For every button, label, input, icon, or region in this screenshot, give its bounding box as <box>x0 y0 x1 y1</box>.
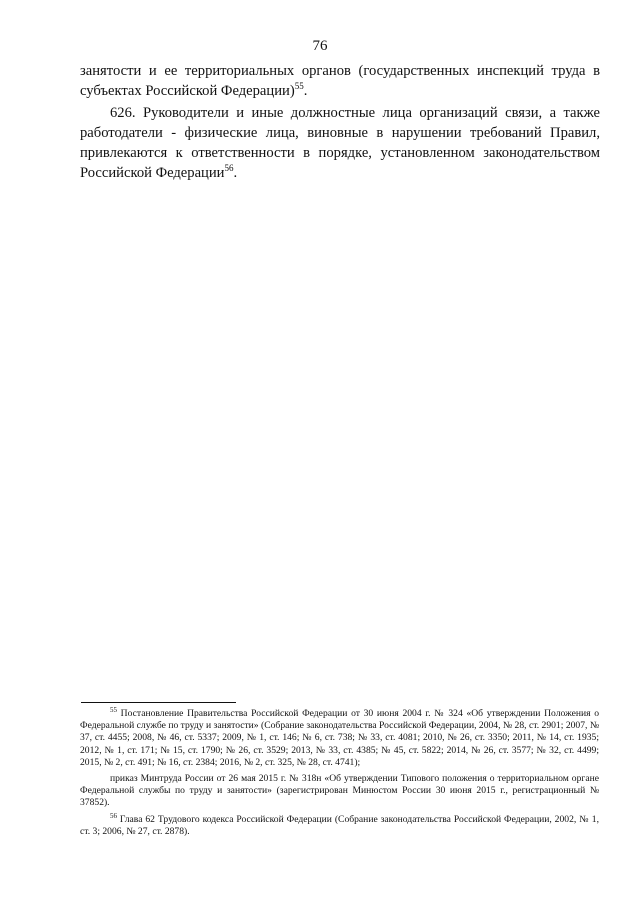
footnote-56 <box>80 811 599 838</box>
footnote-mark: 56 <box>110 811 117 820</box>
footnotes <box>80 708 599 842</box>
footnote-mark: 55 <box>110 706 117 714</box>
footnote-reference: 56 <box>224 163 234 173</box>
footnote-text: Постановление Правительства Российской Федерации от 30 июня 2004 г. № 324 «Об утверждении Положения о Федеральной службе по труду и занятости» (Собрание законодательства Российской Федерации, 2004, № 28, ст. 2901; 2007, № 37, ст. 4455; 2008, № 46, ст. 5337; 2009, № 1, ст. 146; № 6, ст. 738; № 33, ст. 4081; 2010, № 26, ст. 3350; 2011, № 14, ст. 1935; 2012, № 1, ст. 171; № 15, ст. 1790; № 26, ст. 3529; 2013, № 33, ст. 4385; № 45, ст. 5822; 2014, № 26, ст. 3577; № 32, ст. 4499; 2015, № 2, ст. 491; № 16, ст. 2384; 2016, № 2, ст. 325, № 28, ст. 4741); <box>80 708 599 768</box>
main-text <box>80 61 600 183</box>
footnote-text: приказ Минтруда России от 26 мая 2015 г. № 318н «Об утверждении Типового положения о территориальном органе Федеральной службы по труду и занятости» (зарегистрирован Минюстом России 30 июня 2015 г., регистрационный № 37852). <box>80 773 599 809</box>
paragraph-626 <box>80 103 600 183</box>
footnote-reference: 55 <box>294 81 304 91</box>
page-number: 76 <box>312 38 328 54</box>
footnote-separator <box>81 702 236 703</box>
footnote-55-continuation <box>80 773 599 810</box>
footnote-text: Глава 62 Трудового кодекса Российской Федерации (Собрание законодательства Российской Федерации, 2002, № 1, ст. 3; 2006, № 27, ст. 2878). <box>80 813 599 837</box>
paragraph-end: . <box>303 83 308 99</box>
paragraph-text: занятости и ее территориальных органов (государственных инспекций труда в субъектах Российской Федерации) <box>80 63 600 99</box>
paragraph-end: . <box>233 165 238 181</box>
paragraph-text: 626. Руководители и иные должностные лица организаций связи, а также работодатели - физические лица, виновные в нарушении требований Правил, привлекаются к ответственности в порядке, установленном законодательством Российской Федерации <box>80 105 600 181</box>
paragraph-continuation <box>80 61 600 101</box>
footnote-55 <box>80 708 599 769</box>
